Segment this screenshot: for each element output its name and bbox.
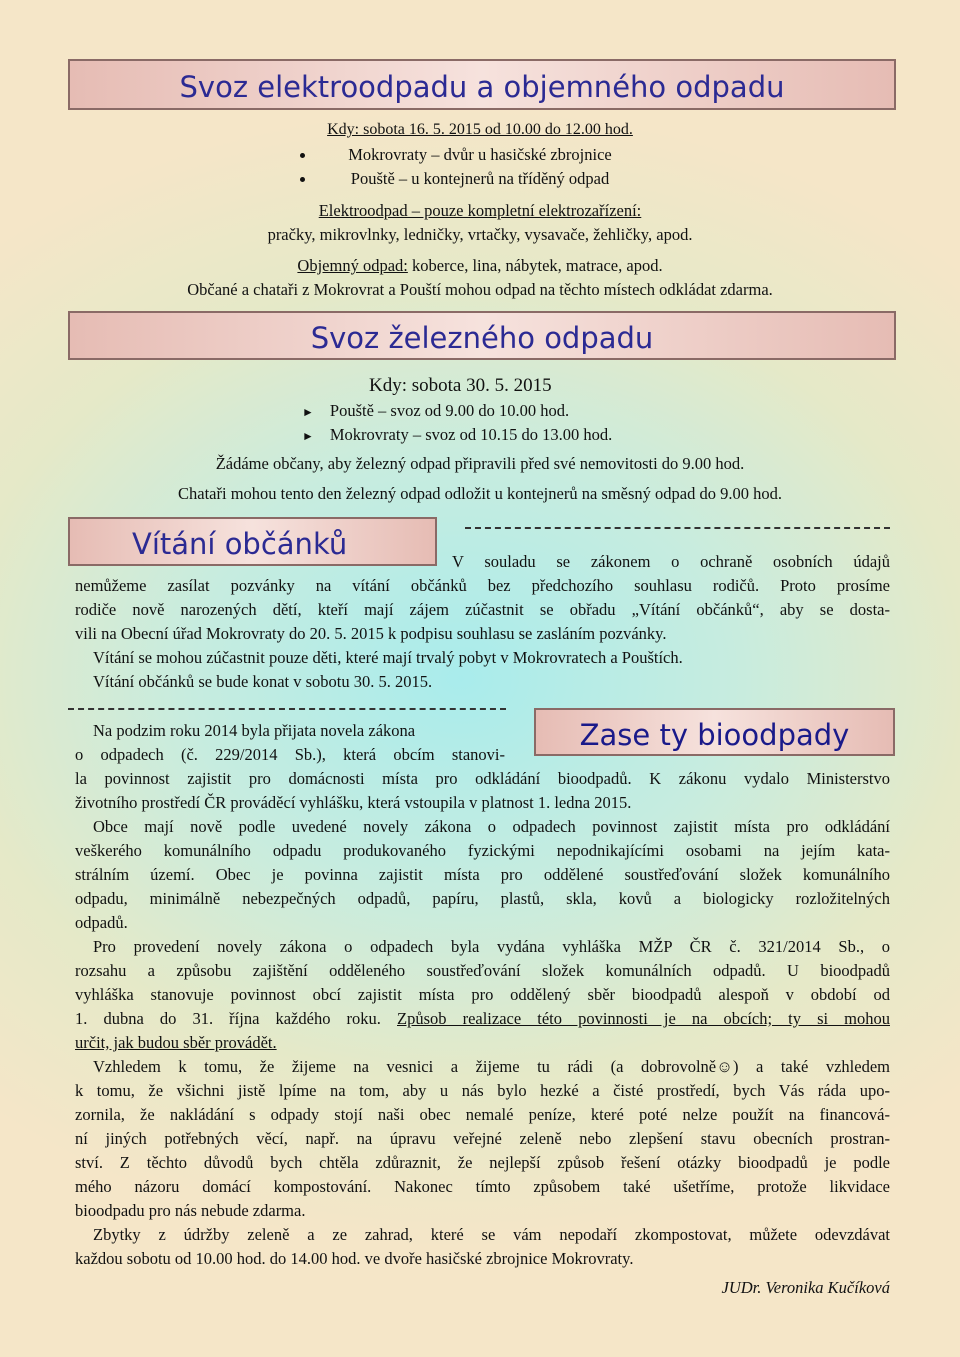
triangle-bullet-icon: ► <box>302 429 314 443</box>
bullet-icon <box>300 153 305 158</box>
dashed-divider <box>465 527 890 529</box>
list-item <box>0 145 960 169</box>
bio-underlined: určit, jak budou sběr provádět. <box>75 1033 277 1052</box>
list-item <box>0 169 960 193</box>
bio-line: k tomu, že všichni jistě lpíme na tom, aby u nás bylo hezké a čisté prostředí, bych Vás ráda upo- <box>75 1081 890 1100</box>
vitani-title: Vítání občánků <box>132 527 348 561</box>
place-label: Pouště – u kontejnerů na tříděný odpad <box>350 169 610 188</box>
zelezo-item-label: Pouště – svoz od 9.00 do 10.00 hod. <box>329 401 570 420</box>
bio-line: ství. Z těchto důvodů bych chtěla zdůraznit, že nejlepší způsob řešení otázky bioodpadů je podle <box>75 1153 890 1172</box>
bio-line: Na podzim roku 2014 byla přijata novela zákona <box>93 721 416 740</box>
bio-line: odpadu, minimálně nebezpečných odpadů, papíru, plastů, skla, kovů a biologicky rozložitelných <box>75 889 890 908</box>
bio-line: 1. dubna do 31. října každého roku. <box>75 1009 397 1028</box>
bio-line: strálním území. Obec je povinna zajistit místa pro oddělené soustřeďování složek komunálního <box>75 865 890 884</box>
bio-line: Obce mají nově podle uvedené novely zákona o odpadech povinnost zajistit místa pro odkládání <box>93 817 890 836</box>
vitani-line: V souladu se zákonem o ochraně osobních údajů <box>452 552 890 571</box>
bio-line: bioodpadu pro nás nebude zdarma. <box>75 1201 306 1220</box>
bio-line: životního prostředí ČR prováděcí vyhlášku, která vstoupila v platnost 1. ledna 2015. <box>75 793 632 812</box>
objemny-label: Objemný odpad: <box>297 256 408 275</box>
author-signature: JUDr. Veronika Kučíková <box>721 1278 890 1297</box>
bio-line: rozsahu a způsobu zajištění odděleného soustřeďování složek komunálních odpadů. U bioodpadů <box>75 961 890 980</box>
vitani-banner <box>68 517 437 566</box>
zelezo-item-1 <box>302 401 569 421</box>
bio-line-split <box>75 1009 890 1029</box>
bio-line: mého názoru domácí kompostování. Nakonec tímto způsobem také ušetříme, protože likvidace <box>75 1177 890 1196</box>
elektro-note: Občané a chataři z Mokrovrat a Pouští mohou odpad na těchto místech odkládat zdarma. <box>187 280 773 299</box>
objemny-line <box>0 256 960 276</box>
zelezo-banner <box>68 311 896 360</box>
bio-underlined: Způsob realizace této povinnosti je na obcích; ty si mohou <box>397 1009 890 1028</box>
bio-line: la povinnost zajistit pro domácnosti místa pro odkládání bioodpadů. K zákonu vydalo Ministerstvo <box>75 769 890 788</box>
triangle-bullet-icon: ► <box>302 405 314 419</box>
bio-line: veškerého komunálního odpadu produkovaného fyzickými nepodnikajícími osobami na jejím kata- <box>75 841 890 860</box>
zelezo-line-1: Žádáme občany, aby železný odpad připravili před své nemovitosti do 9.00 hod. <box>215 454 745 473</box>
bio-line: Pro provedení novely zákona o odpadech byla vydána vyhláška MŽP ČR č. 321/2014 Sb., o <box>93 937 890 956</box>
elektro-label: Elektroodpad – pouze kompletní elektrozařízení: <box>318 201 642 220</box>
vitani-line: Vítání občánků se bude konat v sobotu 30. 5. 2015. <box>93 672 433 691</box>
vitani-line: Vítání se mohou zúčastnit pouze děti, které mají trvalý pobyt v Mokrovratech a Pouštích. <box>93 648 683 667</box>
zelezo-item-label: Mokrovraty – svoz od 10.15 do 13.00 hod. <box>329 425 613 444</box>
bio-line: o odpadech (č. 229/2014 Sb.), která obcím stanovi- <box>75 745 505 764</box>
bio-line: ní jiných potřebných věcí, např. na úpravu veřejné zeleně nebo zlepšení stavu obecních prostran- <box>75 1129 890 1148</box>
bio-line: každou sobotu od 10.00 hod. do 14.00 hod. ve dvoře hasičské zbrojnice Mokrovraty. <box>75 1249 634 1268</box>
bio-line: odpadů. <box>75 913 128 932</box>
place-label: Mokrovraty – dvůr u hasičské zbrojnice <box>348 145 612 164</box>
bio-line: Zbytky z údržby zeleně a ze zahrad, které se vám nepodaří zkompostovat, můžete odevzdávat <box>93 1225 890 1244</box>
zelezo-line-2: Chataři mohou tento den železný odpad odložit u kontejnerů na směsný odpad do 9.00 hod. <box>178 484 782 503</box>
elektro-banner <box>68 59 896 110</box>
elektro-when: Kdy: sobota 16. 5. 2015 od 10.00 do 12.00 hod. <box>327 121 633 138</box>
bio-line: zornila, že nakládání s odpady stojí naši obec nemalé peníze, které poté nelze použít na financová- <box>75 1105 890 1124</box>
bio-line: Vzhledem k tomu, že žijeme na vesnici a žijeme tu rádi (a dobrovolně☺) a také vzhledem <box>93 1057 890 1076</box>
elektro-title: Svoz elektroodpadu a objemného odpadu <box>179 70 785 104</box>
bullet-icon <box>300 177 305 182</box>
zelezo-when: Kdy: sobota 30. 5. 2015 <box>369 375 552 396</box>
elektro-places-list <box>0 145 960 193</box>
bio-line: vyhláška stanovuje povinnost obcí zajistit místa pro oddělený sběr bioodpadů alespoň v období od <box>75 985 890 1004</box>
dashed-divider <box>68 708 506 710</box>
zelezo-title: Svoz železného odpadu <box>310 321 654 355</box>
zelezo-item-2 <box>302 425 612 445</box>
objemny-items: koberce, lina, nábytek, matrace, apod. <box>407 256 663 275</box>
vitani-line: nemůžeme zasílat pozvánky na vítání občánků bez předchozího souhlasu rodičů. Proto prosíme <box>75 576 890 595</box>
bio-title: Zase ty bioodpady <box>579 718 850 752</box>
elektro-items: pračky, mikrovlnky, ledničky, vrtačky, vysavače, žehličky, apod. <box>267 225 693 244</box>
vitani-line: vili na Obecní úřad Mokrovraty do 20. 5. 2015 k podpisu souhlasu se zasláním pozvánky. <box>75 624 667 643</box>
bio-banner <box>534 708 895 756</box>
vitani-line: rodiče nově narozených dětí, kteří mají zájem zúčastnit se obřadu „Vítání občánků“, aby se dosta- <box>75 600 890 619</box>
